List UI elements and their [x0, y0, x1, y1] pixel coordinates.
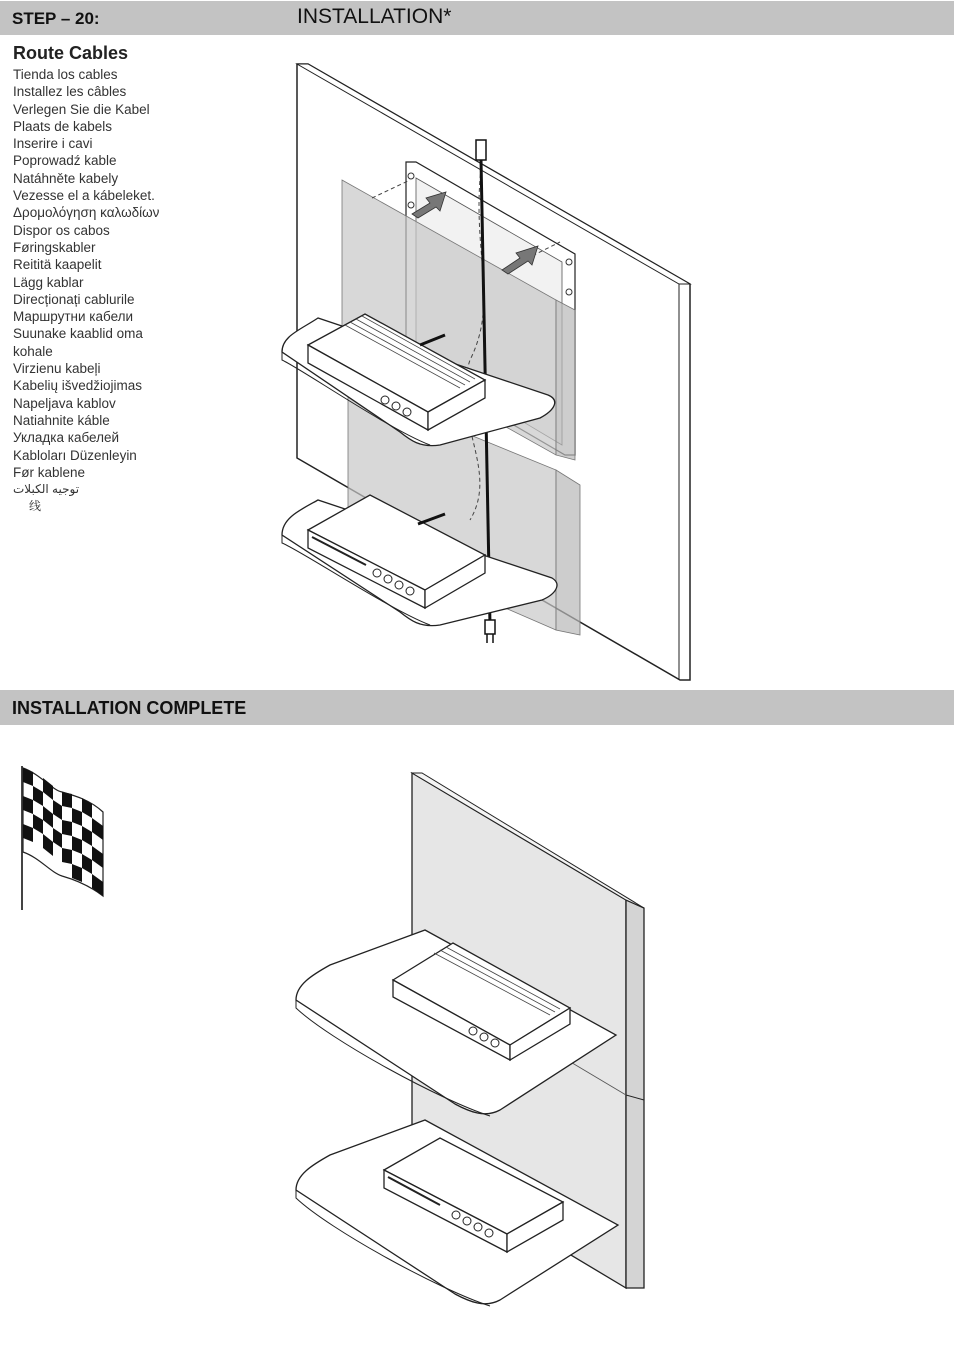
translation-item: Direcționați cablurile — [13, 291, 135, 307]
translation-item: Før kablene — [13, 464, 86, 480]
completion-band — [0, 690, 954, 725]
instruction-title: Route Cables — [13, 43, 129, 63]
translation-item: Verlegen Sie die Kabel — [13, 101, 150, 117]
translation-item: Lägg kablar — [13, 274, 84, 290]
translation-item: Укладка кабелей — [13, 430, 120, 446]
completion-label: INSTALLATION COMPLETE — [12, 698, 247, 718]
translation-item: kohale — [13, 343, 53, 359]
translation-item: Plaats de kabels — [13, 118, 113, 134]
translation-item: Kabelių išvedžiojimas — [13, 378, 143, 394]
translation-item: Dispor os cabos — [13, 222, 110, 238]
completed-unit — [296, 773, 644, 1306]
translation-item: Reititä kaapelit — [13, 257, 102, 273]
translation-item: Natiahnite káble — [13, 412, 110, 428]
translation-item: Маршрутни кабели — [13, 309, 134, 325]
power-plug-icon — [485, 620, 495, 643]
checkered-flag-icon — [22, 766, 103, 910]
translation-item: Installez les câbles — [13, 84, 127, 100]
translation-item: Føringskabler — [13, 239, 96, 255]
translation-item: Δρομολόγηση καλωδίων — [13, 205, 160, 221]
translation-item: Napeljava kablov — [13, 395, 116, 411]
translation-item: Vezesse el a kábeleket. — [13, 188, 155, 204]
translation-item: 线 — [29, 499, 42, 514]
translation-item: Virzienu kabeļi — [13, 361, 101, 377]
translation-item: توجيه الكبلات — [13, 482, 80, 497]
translation-item: Kabloları Düzenleyin — [13, 447, 137, 463]
step-number: STEP – 20: — [12, 9, 100, 28]
translation-item: Suunake kaablid oma — [13, 326, 143, 342]
translation-item: Poprowadź kable — [13, 153, 117, 169]
translation-item: Tienda los cables — [13, 67, 118, 82]
translation-item: Inserire i cavi — [13, 136, 93, 152]
step-title: INSTALLATION* — [297, 5, 452, 28]
translation-item: Natáhněte kabely — [13, 170, 119, 186]
